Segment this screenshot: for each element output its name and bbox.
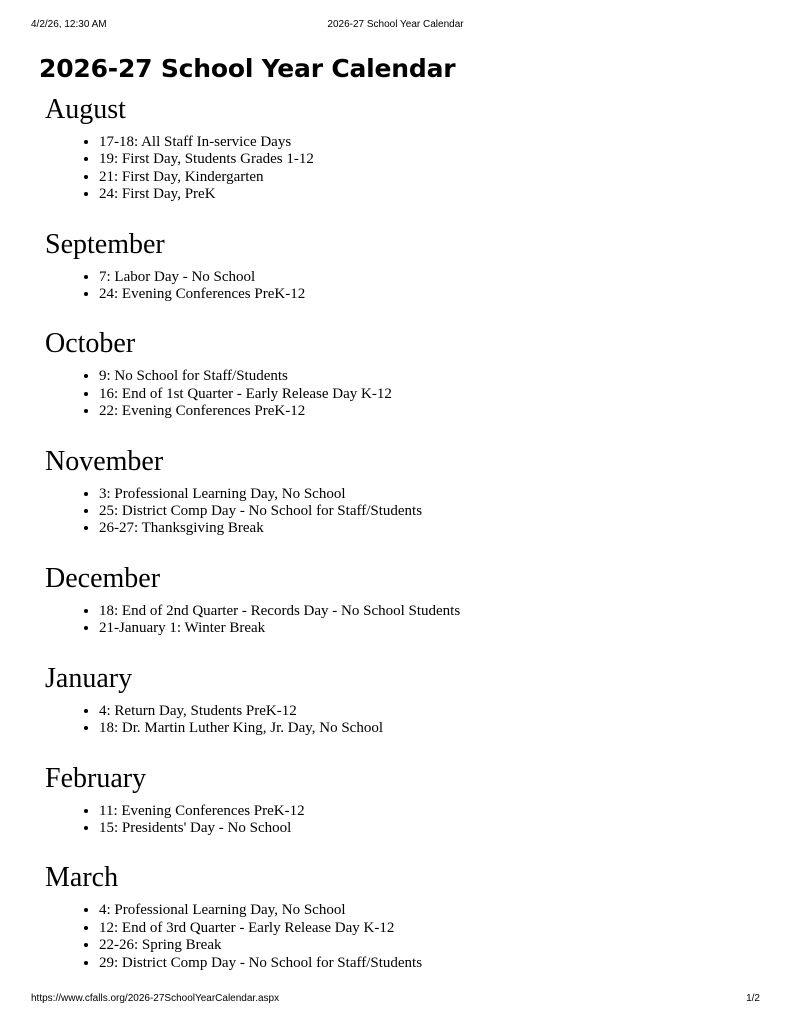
month-list <box>39 94 759 972</box>
print-footer <box>0 993 791 1007</box>
month-heading: October <box>45 328 136 360</box>
event-item: • 16: End of 1st Quarter - Early Release Day K-12 <box>99 386 759 403</box>
event-item: • 18: End of 2nd Quarter - Records Day - No School Students <box>99 603 759 620</box>
event-item: • 21: First Day, Kindergarten <box>99 169 759 186</box>
print-page-number: 1/2 <box>746 993 760 1004</box>
section-spacer <box>39 421 759 438</box>
section-spacer <box>39 303 759 320</box>
event-list <box>39 269 759 304</box>
section-spacer <box>39 837 759 854</box>
month-heading: August <box>45 94 126 125</box>
print-datetime: 4/2/26, 12:30 AM <box>31 19 107 30</box>
print-document-title: 2026-27 School Year Calendar <box>327 19 464 30</box>
event-item: • 22-26: Spring Break <box>99 937 759 954</box>
event-item: • 11: Evening Conferences PreK-12 <box>99 803 759 820</box>
event-item: • 12: End of 3rd Quarter - Early Release Day K-12 <box>99 920 759 937</box>
month-section-december <box>39 563 759 655</box>
section-spacer <box>39 638 759 655</box>
event-item: • 17-18: All Staff In-service Days <box>99 134 759 151</box>
month-heading: March <box>45 862 119 894</box>
event-item: • 4: Professional Learning Day, No School <box>99 902 759 919</box>
month-section-november <box>39 446 759 555</box>
event-item: • 26-27: Thanksgiving Break <box>99 520 759 537</box>
print-header <box>0 19 791 33</box>
month-heading: November <box>45 445 164 477</box>
print-url: https://www.cfalls.org/2026-27SchoolYearCalendar.aspx <box>31 993 280 1004</box>
month-section-october <box>39 328 759 437</box>
event-list <box>39 803 759 838</box>
event-list <box>39 603 759 638</box>
event-item: • 19: First Day, Students Grades 1-12 <box>99 151 759 168</box>
month-heading: February <box>45 762 147 794</box>
event-list <box>39 703 759 738</box>
event-list <box>39 368 759 420</box>
event-item: • 21-January 1: Winter Break <box>99 620 759 637</box>
month-section-february <box>39 763 759 855</box>
event-item: • 7: Labor Day - No School <box>99 269 759 286</box>
event-item: • 22: Evening Conferences PreK-12 <box>99 403 759 420</box>
event-list <box>39 134 759 204</box>
event-list <box>39 902 759 972</box>
event-item: • 24: First Day, PreK <box>99 186 759 203</box>
event-item: • 9: No School for Staff/Students <box>99 368 759 385</box>
event-list <box>39 486 759 538</box>
page-content <box>39 52 759 972</box>
month-heading: December <box>45 562 161 594</box>
section-spacer <box>39 738 759 755</box>
event-item: • 3: Professional Learning Day, No School <box>99 486 759 503</box>
month-section-september <box>39 229 759 321</box>
section-spacer <box>39 538 759 555</box>
month-section-march <box>39 862 759 972</box>
month-section-january <box>39 663 759 755</box>
month-heading: January <box>45 662 133 694</box>
month-heading: September <box>45 228 165 260</box>
event-item: • 24: Evening Conferences PreK-12 <box>99 286 759 303</box>
section-spacer <box>39 204 759 221</box>
event-item: • 25: District Comp Day - No School for Staff/Students <box>99 503 759 520</box>
event-item: • 15: Presidents' Day - No School <box>99 820 759 837</box>
month-section-august <box>39 94 759 221</box>
event-item: • 29: District Comp Day - No School for Staff/Students <box>99 955 759 972</box>
event-item: • 18: Dr. Martin Luther King, Jr. Day, No School <box>99 720 759 737</box>
event-item: • 4: Return Day, Students PreK-12 <box>99 703 759 720</box>
page-title: 2026-27 School Year Calendar <box>39 54 456 83</box>
